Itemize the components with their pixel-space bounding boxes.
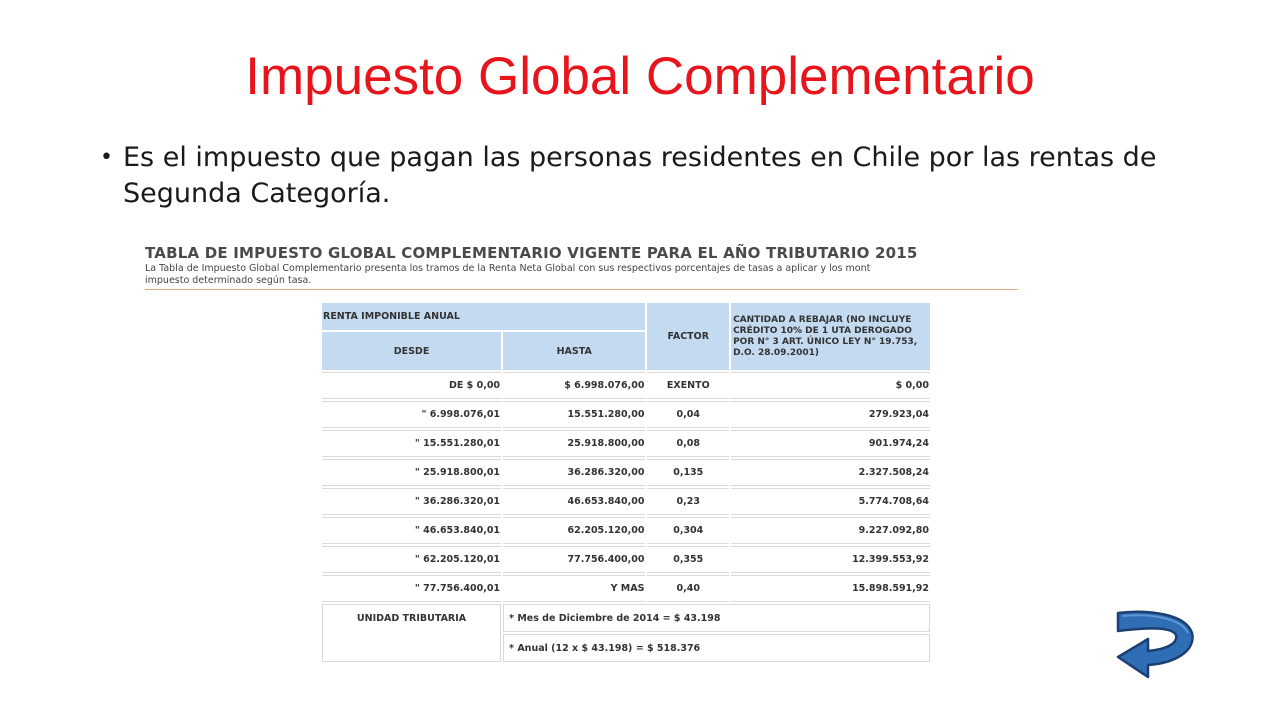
table-row [322,488,930,515]
desde-cell: " 46.653.840,01 [322,517,501,544]
hasta-cell: 77.756.400,00 [503,546,645,573]
hasta-cell: 62.205.120,00 [503,517,645,544]
hasta-cell: Y MAS [503,575,645,602]
hasta-cell: $ 6.998.076,00 [503,372,645,399]
table-row [322,546,930,573]
header-factor: FACTOR [647,303,729,370]
desde-cell: " 6.998.076,01 [322,401,501,428]
factor-cell: 0,23 [647,488,729,515]
slide-title: Impuesto Global Complementario [245,47,1035,106]
rebajar-cell: $ 0,00 [731,372,930,399]
desde-cell: " 62.205.120,01 [322,546,501,573]
unidad-tributaria-anual: * Anual (12 x $ 43.198) = $ 518.376 [503,634,930,662]
hasta-cell: 36.286.320,00 [503,459,645,486]
factor-cell: 0,304 [647,517,729,544]
header-desde: DESDE [322,332,501,370]
table-title: TABLA DE IMPUESTO GLOBAL COMPLEMENTARIO VIGENTE PARA EL AÑO TRIBUTARIO 2015 [145,244,918,262]
factor-cell: EXENTO [647,372,729,399]
rebajar-cell: 5.774.708,64 [731,488,930,515]
factor-cell: 0,08 [647,430,729,457]
divider [145,289,1018,290]
desde-cell: " 25.918.800,01 [322,459,501,486]
bullet-item [100,140,1180,212]
table-description-line-2: impuesto determinado según tasa. [145,275,312,286]
rebajar-cell: 279.923,04 [731,401,930,428]
header-hasta: HASTA [503,332,645,370]
table-crop-edge [318,662,938,720]
rebajar-cell: 15.898.591,92 [731,575,930,602]
factor-cell: 0,40 [647,575,729,602]
hasta-cell: 25.918.800,00 [503,430,645,457]
table-row [322,401,930,428]
table-header [145,244,1018,286]
table-row [322,372,930,399]
factor-cell: 0,135 [647,459,729,486]
bullet-dot-icon: • [100,145,113,170]
bullet-text: Es el impuesto que pagan las personas residentes en Chile por las rentas de Segunda Categoría. [123,142,1157,209]
return-arrow-icon[interactable] [1112,607,1196,685]
header-renta: RENTA IMPONIBLE ANUAL [322,303,645,330]
desde-cell: DE $ 0,00 [322,372,501,399]
table-row [322,430,930,457]
rebajar-cell: 12.399.553,92 [731,546,930,573]
desde-cell: " 77.756.400,01 [322,575,501,602]
hasta-cell: 15.551.280,00 [503,401,645,428]
rebajar-cell: 901.974,24 [731,430,930,457]
unidad-tributaria-label: UNIDAD TRIBUTARIA [322,604,501,662]
factor-cell: 0,04 [647,401,729,428]
table-row [322,517,930,544]
unidad-tributaria-mensual: * Mes de Diciembre de 2014 = $ 43.198 [503,604,930,632]
tax-table [320,301,932,664]
table-row [322,575,930,602]
table-row [322,459,930,486]
header-cantidad-a-rebajar: CANTIDAD A REBAJAR (NO INCLUYE CRÉDITO 10% DE 1 UTA DEROGADO POR N° 3 ART. ÚNICO LEY N° 19.753, D.O. 28.09.2001) [731,303,930,370]
desde-cell: " 15.551.280,01 [322,430,501,457]
table-description-line-1: La Tabla de Impuesto Global Complementario presenta los tramos de la Renta Neta Global con sus respectivos porcentajes de tasas a aplicar y los mont [145,263,871,274]
desde-cell: " 36.286.320,01 [322,488,501,515]
rebajar-cell: 2.327.508,24 [731,459,930,486]
hasta-cell: 46.653.840,00 [503,488,645,515]
factor-cell: 0,355 [647,546,729,573]
rebajar-cell: 9.227.092,80 [731,517,930,544]
